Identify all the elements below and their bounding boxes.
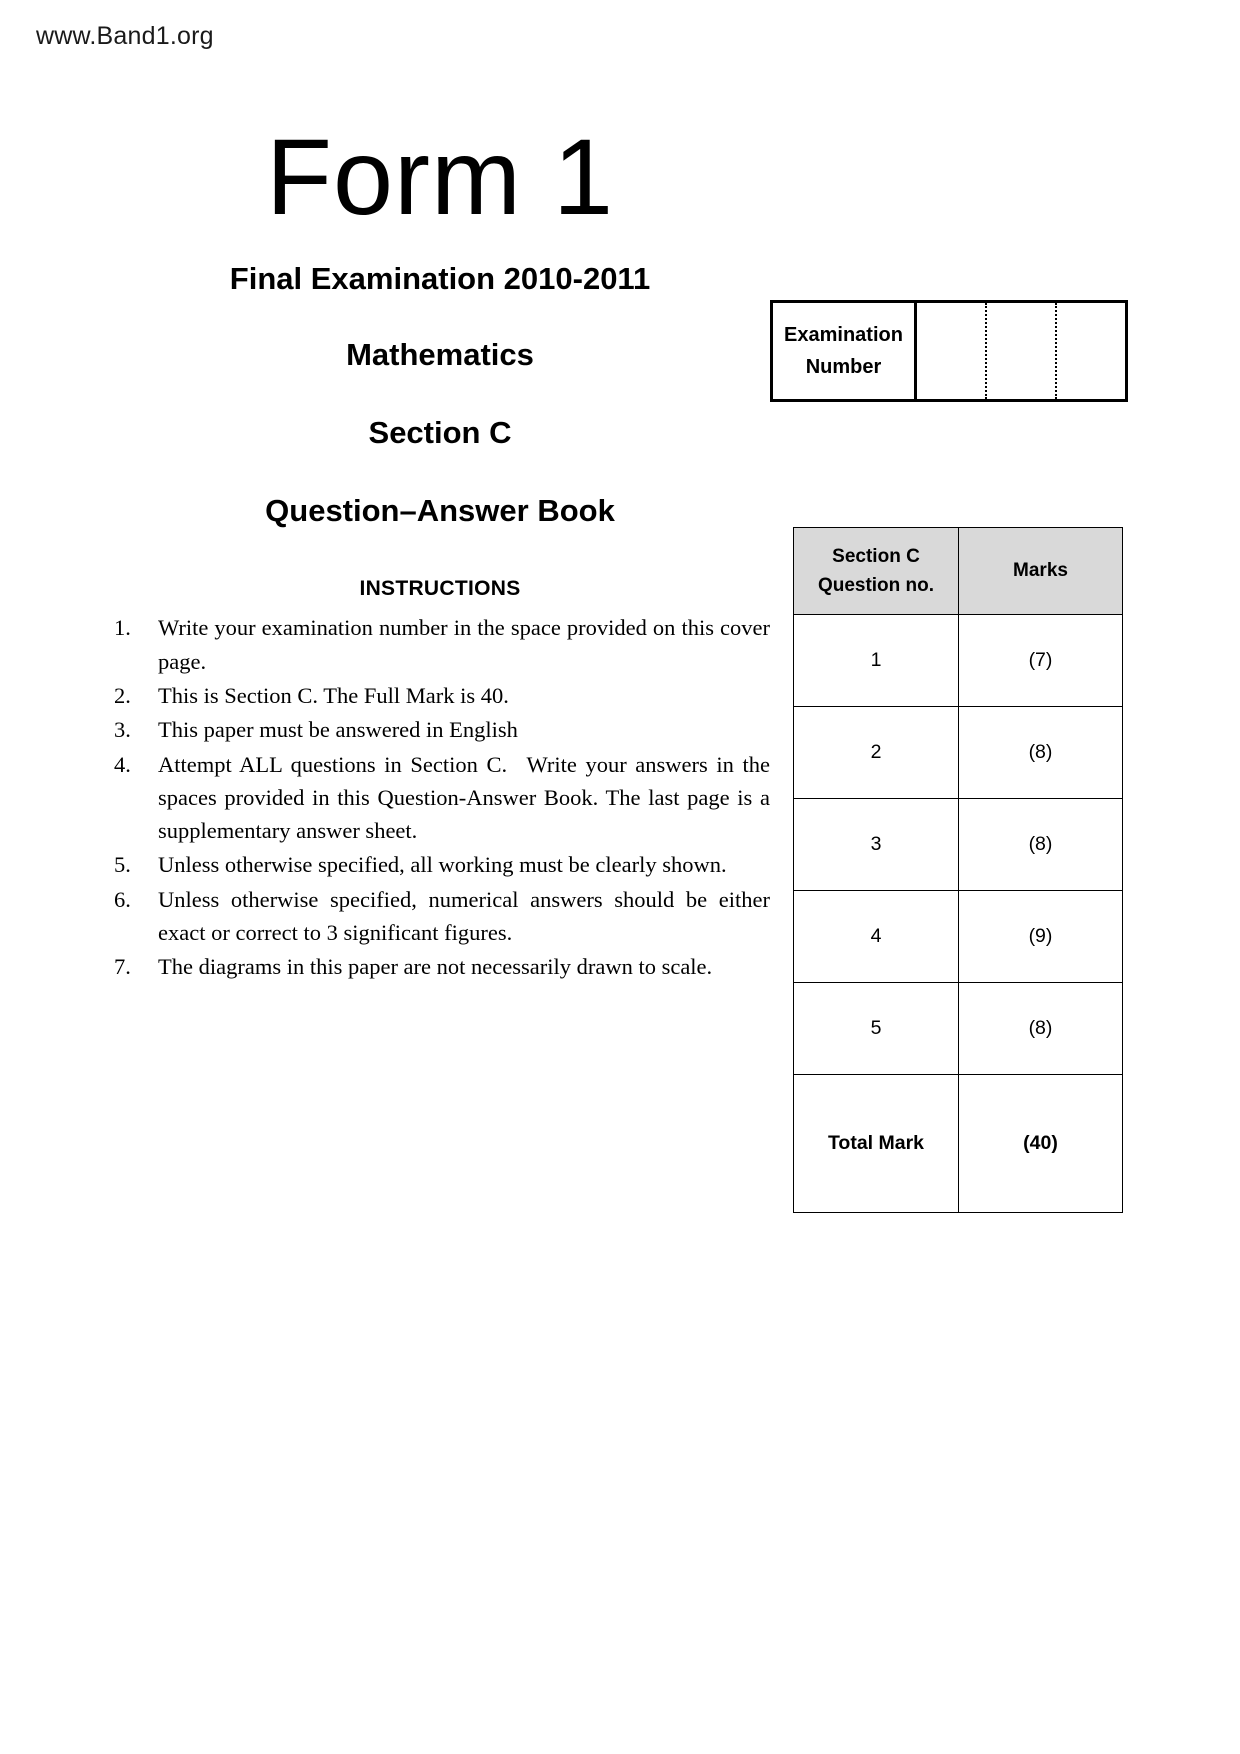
total-mark-label: Total Mark [794, 1075, 959, 1213]
list-item-number: 7. [114, 954, 131, 980]
examination-number-label-line1: Examination [784, 324, 903, 346]
instructions-list [110, 611, 770, 983]
book-type-title: Question–Answer Book [265, 493, 615, 529]
examination-number-box [770, 300, 1128, 402]
list-item [110, 679, 770, 712]
list-item [110, 848, 770, 881]
list-item-number: 4. [114, 751, 131, 777]
examination-number-cell[interactable] [1055, 303, 1125, 399]
marks-cell: (9) [958, 891, 1122, 983]
list-item-text: The diagrams in this paper are not necessarily drawn to scale. [158, 954, 713, 980]
question-number-cell: 1 [794, 615, 959, 707]
table-header-row [794, 528, 1123, 615]
marks-table [793, 527, 1123, 1213]
total-mark-value: (40) [958, 1075, 1122, 1213]
list-item-text: This paper must be answered in English [158, 717, 518, 743]
list-item-text: Attempt ALL questions in Section C. Write your answers in the spaces provided in this Question-Answer Book. The last page is a supplementary answer sheet. [158, 751, 770, 844]
column-header-question-line2: Question no. [817, 575, 935, 596]
title-block [110, 116, 770, 985]
examination-number-fields [917, 303, 1125, 399]
examination-number-cell[interactable] [917, 303, 985, 399]
list-item-number: 1. [114, 615, 131, 641]
examination-number-label-line2: Number [805, 356, 882, 378]
list-item-number: 2. [114, 682, 131, 708]
column-header-marks: Marks [958, 528, 1122, 615]
exam-title: Final Examination 2010-2011 [229, 261, 651, 297]
table-row-total [794, 1075, 1123, 1213]
question-number-cell: 5 [794, 983, 959, 1075]
list-item-text: Write your examination number in the space provided on this cover page. [158, 615, 770, 674]
marks-cell: (7) [958, 615, 1122, 707]
question-number-cell: 2 [794, 707, 959, 799]
examination-number-label [773, 303, 917, 399]
section-title: Section C [368, 415, 512, 451]
table-row [794, 799, 1123, 891]
list-item-text: Unless otherwise specified, all working must be clearly shown. [158, 852, 727, 878]
table-row [794, 615, 1123, 707]
list-item-text: This is Section C. The Full Mark is 40. [158, 682, 509, 708]
column-header-question [794, 528, 959, 615]
list-item-number: 3. [114, 717, 131, 743]
site-watermark: www.Band1.org [36, 22, 214, 50]
examination-number-cell[interactable] [985, 303, 1055, 399]
list-item-number: 5. [114, 852, 131, 878]
list-item-number: 6. [114, 886, 131, 912]
marks-cell: (8) [958, 983, 1122, 1075]
question-number-cell: 3 [794, 799, 959, 891]
question-number-cell: 4 [794, 891, 959, 983]
instructions-heading: INSTRUCTIONS [359, 577, 521, 601]
list-item [110, 611, 770, 678]
list-item [110, 713, 770, 746]
list-item-text: Unless otherwise specified, numerical answers should be either exact or correct to 3 significant figures. [158, 886, 770, 946]
column-header-question-line1: Section C [832, 545, 920, 567]
list-item [110, 883, 770, 950]
subject-title: Mathematics [346, 337, 534, 373]
list-item [110, 950, 770, 983]
table-row [794, 983, 1123, 1075]
table-row [794, 707, 1123, 799]
list-item [110, 748, 770, 848]
marks-cell: (8) [958, 799, 1122, 891]
page-title: Form 1 [265, 116, 615, 237]
table-row [794, 891, 1123, 983]
marks-cell: (8) [958, 707, 1122, 799]
